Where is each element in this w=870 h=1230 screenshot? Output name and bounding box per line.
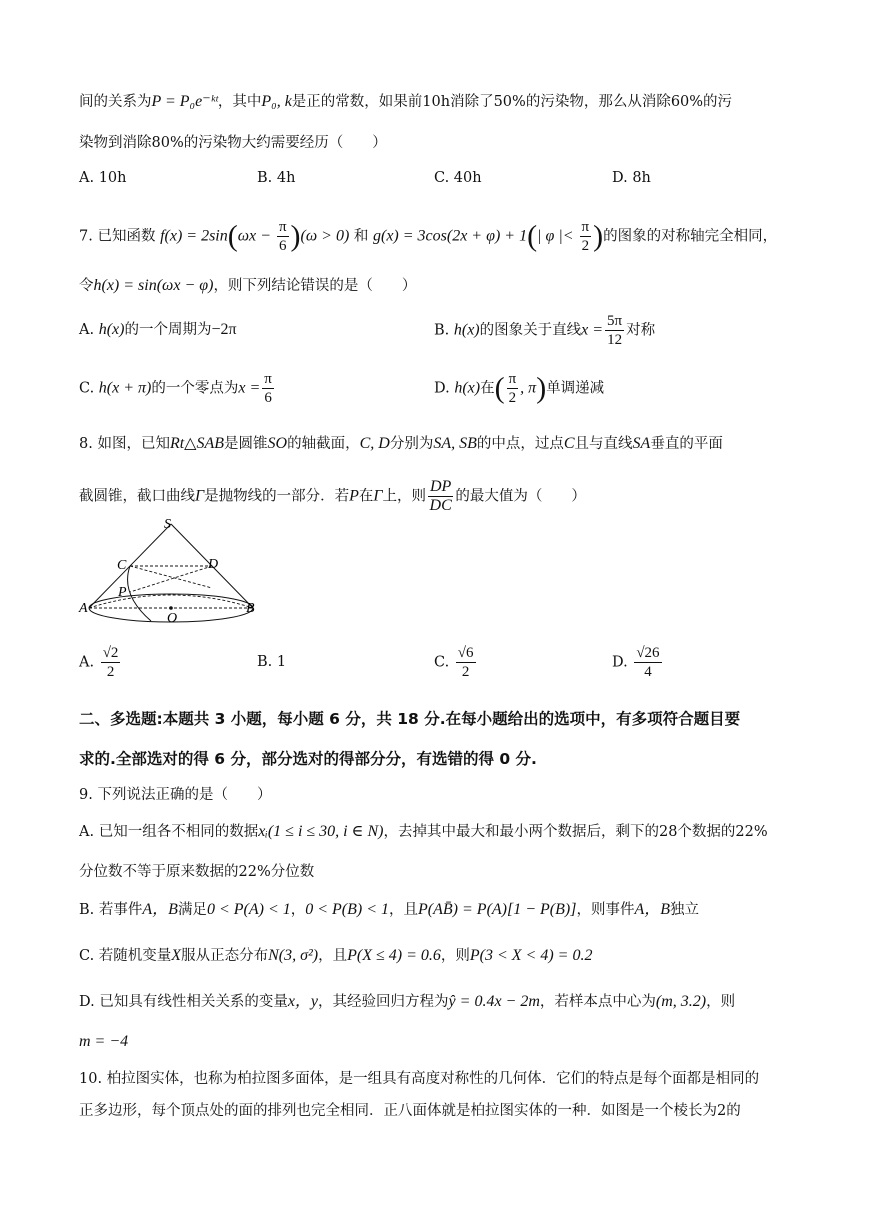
q7-line-2: 令h(x) = sin(ωx − φ)，则下列结论错误的是（ ） [79, 277, 417, 294]
q9-option-a-line-1[interactable]: A. 已知一组各不相同的数据xᵢ(1 ≤ i ≤ 30, i ∈ N)，去掉其中最大和最小两个数据后，剩下的28个数据的22% [79, 823, 768, 840]
q6-text: ，其中 [217, 94, 262, 110]
q9-option-d-line-1[interactable]: D. 已知具有线性相关关系的变量x，y，其经验回归方程为ŷ = 0.4x − 2m，若样本点中心为(m, 3.2)，则 [79, 993, 736, 1010]
q7-f-arg: ωx − [237, 227, 275, 245]
q6-line-2: 染物到消除80%的污染物大约需要经历（ ） [79, 135, 387, 151]
q8-dp-over-dc: $\frac{DP}{DC}$ [429, 478, 452, 514]
q9-option-b[interactable]: B. 若事件A，B满足0 < P(A) < 1，0 < P(B) < 1，且P(AB̄) = P(A)[1 − P(B)]，则事件A，B独立 [79, 901, 700, 918]
q6-option-a[interactable]: A. 10h [79, 170, 127, 186]
section2-heading-line-1: 二、多选题:本题共 3 小题，每小题 6 分，共 18 分.在每小题给出的选项中，有多项符合题目要 [79, 710, 741, 728]
q7-option-b[interactable]: B. h(x)的图象关于直线x = $\frac{5\pi}{12}$ 对称 [434, 313, 656, 348]
q8-line-1: 8. 如图，已知Rt△SAB是圆锥SO的轴截面，C, D分别为SA, SB的中点，过点C且与直线SA垂直的平面 [79, 435, 723, 452]
q8-option-d[interactable]: D. $\frac{√26}{4}$ [612, 645, 660, 680]
q6-option-c[interactable]: C. 40h [434, 170, 482, 186]
q6-option-b[interactable]: B. 4h [257, 170, 296, 186]
cone-figure [76, 512, 276, 632]
q7-option-d[interactable]: D. h(x)在( $\frac{\pi}{2}$ , π)单调递减 [434, 371, 605, 406]
q9-stem: 9. 下列说法正确的是（ ） [79, 787, 272, 803]
center-o [169, 606, 173, 610]
q6-option-d[interactable]: D. 8h [612, 170, 651, 186]
q8-option-a[interactable]: A. $\frac{√2}{2}$ [79, 645, 119, 680]
label-o: O [167, 611, 178, 626]
label-p: P [118, 585, 127, 600]
q9-option-a-line-2: 分位数不等于原来数据的22%分位数 [79, 864, 315, 880]
q6-text: 间的关系为 [79, 94, 152, 110]
label-d: D [208, 557, 219, 572]
q7-option-c[interactable]: C. h(x + π)的一个零点为x = $\frac{\pi}{6}$ [79, 371, 272, 406]
q7-phi-cond: | φ |< [537, 227, 578, 245]
q7-pi-over-2: $\frac{\pi}{2}$ [581, 219, 590, 254]
q6-line-1 [79, 92, 732, 112]
q10-line-2: 正多边形，每个顶点处的面的排列也完全相同．正八面体就是柏拉图实体的一种．如图是一个棱长为2的 [79, 1103, 741, 1119]
q7-pi-over-6: $\frac{\pi}{6}$ [278, 219, 287, 254]
cone-base-back [89, 595, 253, 608]
segment-cp [130, 566, 212, 588]
q6-constants: P₀, k [261, 93, 292, 110]
q8-line-2: 截圆锥，截口曲线Γ是抛物线的一部分．若P在Γ上，则 $\frac{DP}{DC}$ 的最大值为（ ） [79, 478, 586, 514]
label-s: S [164, 517, 171, 532]
q9-option-c[interactable]: C. 若随机变量X服从正态分布N(3, σ²)，且P(X ≤ 4) = 0.6，则P(3 < X < 4) = 0.2 [79, 947, 593, 964]
q9-option-d-line-2: m = −4 [79, 1033, 129, 1050]
q7-text: 和 [353, 228, 369, 245]
q7-option-a[interactable]: A. h(x)的一个周期为−2π [79, 321, 237, 338]
q6-text: 是正的常数，如果前10h消除了50%的污染物，那么从消除60%的污 [291, 94, 733, 110]
label-b: B [246, 601, 255, 616]
q7-line-1: 7. 已知函数 f(x) = 2sin(ωx − $\frac{\pi}{6}$ )(ω > 0) 和 g(x) = 3cos(2x + φ) + 1(| φ |< $\frac{\pi}{2}$ )的图象的对称轴完全相同， [79, 219, 778, 254]
q6-formula: P = P₀e⁻ᵏᵗ [151, 93, 218, 110]
q7-g-def: g(x) = 3cos(2x + φ) + 1 [372, 227, 528, 245]
q8-option-c[interactable]: C. $\frac{√6}{2}$ [434, 645, 474, 680]
parabola-curve [128, 566, 151, 621]
q7-text: 的图象的对称轴完全相同， [603, 228, 778, 245]
section2-heading-line-2: 求的.全部选对的得 6 分，部分选对的得部分分，有选错的得 0 分. [79, 750, 537, 768]
q7-text: 7. 已知函数 [79, 228, 156, 245]
label-a: A [79, 601, 88, 616]
label-c: C [117, 558, 127, 573]
q10-line-1: 10. 柏拉图实体，也称为柏拉图多面体，是一组具有高度对称性的几何体．它们的特点是每个面都是相同的 [79, 1071, 760, 1087]
q7-h-def: h(x) = sin(ωx − φ) [93, 277, 214, 294]
q8-option-b[interactable]: B. 1 [257, 654, 287, 670]
q7-omega-cond: (ω > 0) [300, 227, 350, 245]
segment-dp [130, 566, 212, 592]
q7-f-def: f(x) = 2sin [160, 227, 228, 245]
